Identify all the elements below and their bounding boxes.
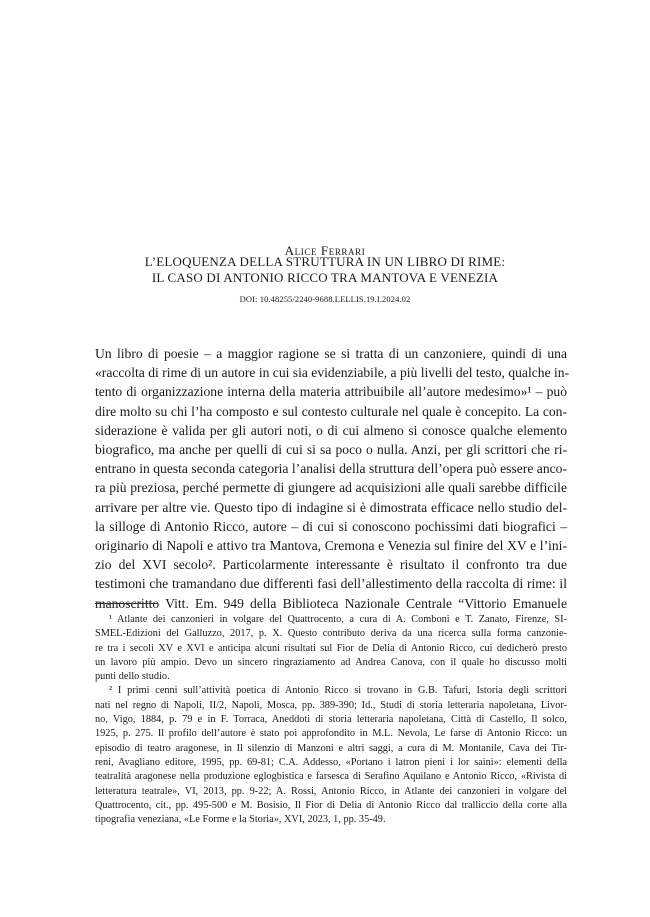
footnotes — [95, 613, 567, 827]
body-line: tento di organizzazione interna della materia attribuibile all’autore medesimo»¹ – può — [95, 384, 567, 400]
footnote-line: SMEL-Edizioni del Galluzzo, 2017, p. X. Questo contributo deriva da una ricerca sulla forma canzonie- — [95, 628, 567, 640]
footnote-line: ¹ Atlante dei canzonieri in volgare del Quattrocento, a cura di A. Comboni e T. Zanato, Firenze, SI- — [109, 614, 567, 625]
body-line: testimoni che tramandano due differenti fasi dell’allestimento della raccolta di rime: il — [95, 576, 567, 592]
body-line: entrano in questa seconda categoria l’analisi della struttura dell’opera può essere anco- — [95, 461, 567, 477]
footnote-line: teatralità aragonese nella produzione eglogbistica e farsesca di Serafino Aquilano e Antonio Ricco, «Rivista di — [95, 771, 567, 783]
article-title — [0, 254, 650, 286]
footnote-line: reni, Avagliano editore, 1995, pp. 69-81; C.A. Addesso, «Portano i latron pieni i lor saini»: elementi della — [95, 756, 567, 768]
footnote-line: re tra i secoli XV e XVI e anticipa alcuni risultati sul Fior de Delia di Antonio Ricco, cui dedicherò presto — [95, 642, 567, 654]
author-name: Alice Ferrari — [284, 243, 366, 258]
footnote-line: tipografia veneziana, «Le Forme e la Storia», XVI, 2023, 1, pp. 35-49. — [95, 814, 386, 826]
body-line: dire molto su chi l’ha composto e sul contesto culturale nel quale è concepito. La con- — [95, 403, 567, 419]
footnote-line: nati nel regno di Napoli, II/2, Napoli, Mosca, pp. 389-390; Id., Studi di storia letteraria napoletana, Livor- — [95, 699, 567, 711]
footnote-line: episodio di teatro aragonese, in Il silenzio di Manzoni e altri saggi, a cura di M. Montanile, Cava dei Tir- — [95, 742, 567, 754]
footnote-line: ² I primi cenni sull’attività poetica di Antonio Ricco si trovano in G.B. Tafuri, Istoria degli scrittori — [109, 685, 567, 697]
body-line: manoscritto Vitt. Em. 949 della Biblioteca Nazionale Centrale “Vittorio Emanuele — [95, 595, 567, 611]
body-line: la silloge di Antonio Ricco, autore – di cui si conoscono pochissimi dati biografici – — [95, 518, 567, 534]
title-line-1: L’ELOQUENZA DELLA STRUTTURA IN UN LIBRO DI RIME: — [144, 254, 506, 269]
body-line: originario di Napoli e attivo tra Mantova, Cremona e Venezia sul finire del XV e l’ini- — [95, 538, 567, 554]
footnote-separator — [95, 603, 157, 604]
body-text — [95, 344, 570, 613]
body-line: arrivare per altre vie. Questo tipo di indagine si è dimostrata efficace nello studio del- — [95, 499, 567, 515]
footnote-line: un lavoro più ampio. Devo un sincero ringraziamento ad Andrea Canova, con il quale ho discusso molti — [95, 656, 567, 668]
doi: DOI: 10.48255/2240-9688.LELLIS.19.I.2024.02 — [239, 294, 411, 304]
footnote-line: 1925, p. 275. Il profilo dell’autore è stato poi approfondito in M.L. Nevola, Le farse di Antonio Ricco: un — [95, 728, 567, 740]
body-line: Un libro di poesie – a maggior ragione se si tratta di un canzoniere, quindi di una — [95, 346, 567, 361]
footnote-line: punti dello studio. — [95, 671, 170, 683]
footnote-line: letteratura teatrale», VI, 2013, pp. 9-22; A. Rossi, Antonio Ricco, in Atlante dei canzonieri in volgare del — [95, 785, 567, 797]
body-line: ra più preziosa, perché permette di giungere ad acquisizioni alle quali sarebbe difficile — [95, 480, 567, 496]
body-line: zio del XVI secolo². Particolarmente interessante è risultato il confronto tra due — [95, 557, 567, 573]
body-line: biografico, ma anche per quelli di cui si sa poco o nulla. Anzi, per gli scrittori che ri- — [95, 442, 567, 458]
title-line-2: IL CASO DI ANTONIO RICCO TRA MANTOVA E VENEZIA — [151, 270, 499, 285]
footnote-line: Quattrocento, cit., pp. 495-500 e M. Bosisio, Il Fior di Delia di Antonio Ricco dal tralliccio della corte alla — [95, 799, 567, 811]
footnote-line: no, Vigo, 1884, p. 79 e in F. Torraca, Aneddoti di storia letteraria napoletana, Città di Castello, Il solco, — [95, 714, 567, 726]
body-line: «raccolta di rime di un autore in cui sia evidenziabile, a più livelli del testo, qualche in- — [95, 365, 570, 381]
body-line: siderazione è valida per gli autori noti, o di cui almeno si conosce qualche elemento — [95, 422, 567, 438]
